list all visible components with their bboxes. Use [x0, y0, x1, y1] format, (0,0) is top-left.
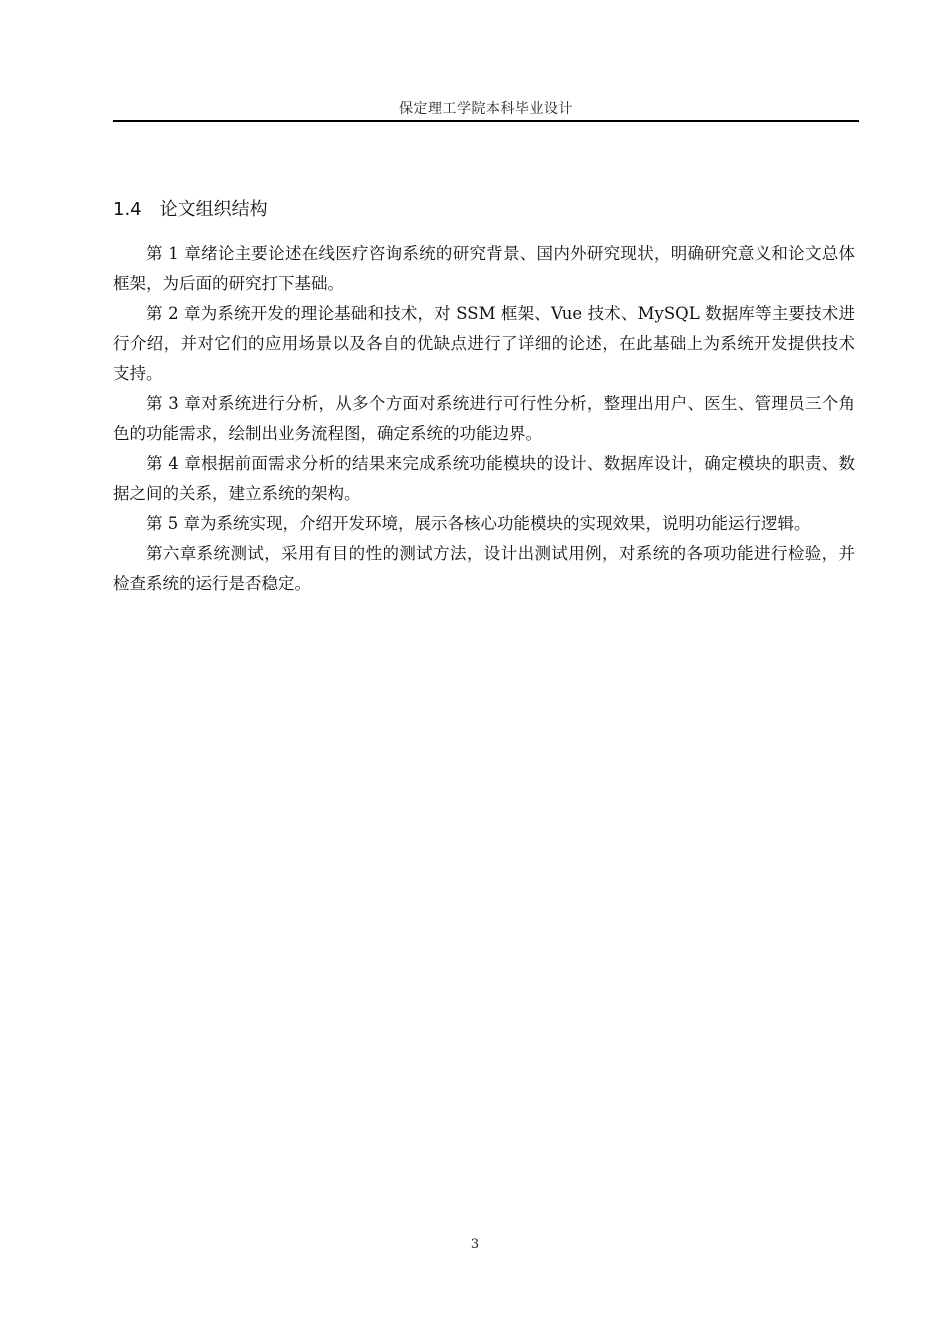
paragraph-chapter-6: 第六章系统测试，采用有目的性的测试方法，设计出测试用例，对系统的各项功能进行检验，并检查系统的运行是否稳定。	[113, 544, 855, 593]
paragraph-chapter-1: 第 1 章绪论主要论述在线医疗咨询系统的研究背景、国内外研究现状，明确研究意义和论文总体框架，为后面的研究打下基础。	[113, 244, 855, 293]
section-title: 论文组织结构	[159, 199, 268, 220]
paragraph-chapter-3: 第 3 章对系统进行分析，从多个方面对系统进行可行性分析，整理出用户、医生、管理员三个角色的功能需求，绘制出业务流程图，确定系统的功能边界。	[113, 394, 855, 443]
paragraph-chapter-4: 第 4 章根据前面需求分析的结果来完成系统功能模块的设计、数据库设计，确定模块的职责、数据之间的关系，建立系统的架构。	[113, 454, 855, 503]
body-text	[113, 239, 855, 599]
page-number: 3	[470, 1237, 480, 1252]
paragraph-chapter-2: 第 2 章为系统开发的理论基础和技术，对 SSM 框架、Vue 技术、MySQL 数据库等主要技术进行介绍，并对它们的应用场景以及各自的优缺点进行了详细的论述，在此基础上为系统开发提供技术支持。	[113, 304, 855, 383]
section-heading	[113, 196, 268, 224]
paragraph-chapter-5: 第 5 章为系统实现，介绍开发环境，展示各核心功能模块的实现效果，说明功能运行逻辑。	[146, 514, 811, 533]
page-header-title: 保定理工学院本科毕业设计	[399, 101, 573, 117]
section-number: 1.4	[113, 199, 142, 220]
page-header	[113, 94, 859, 122]
